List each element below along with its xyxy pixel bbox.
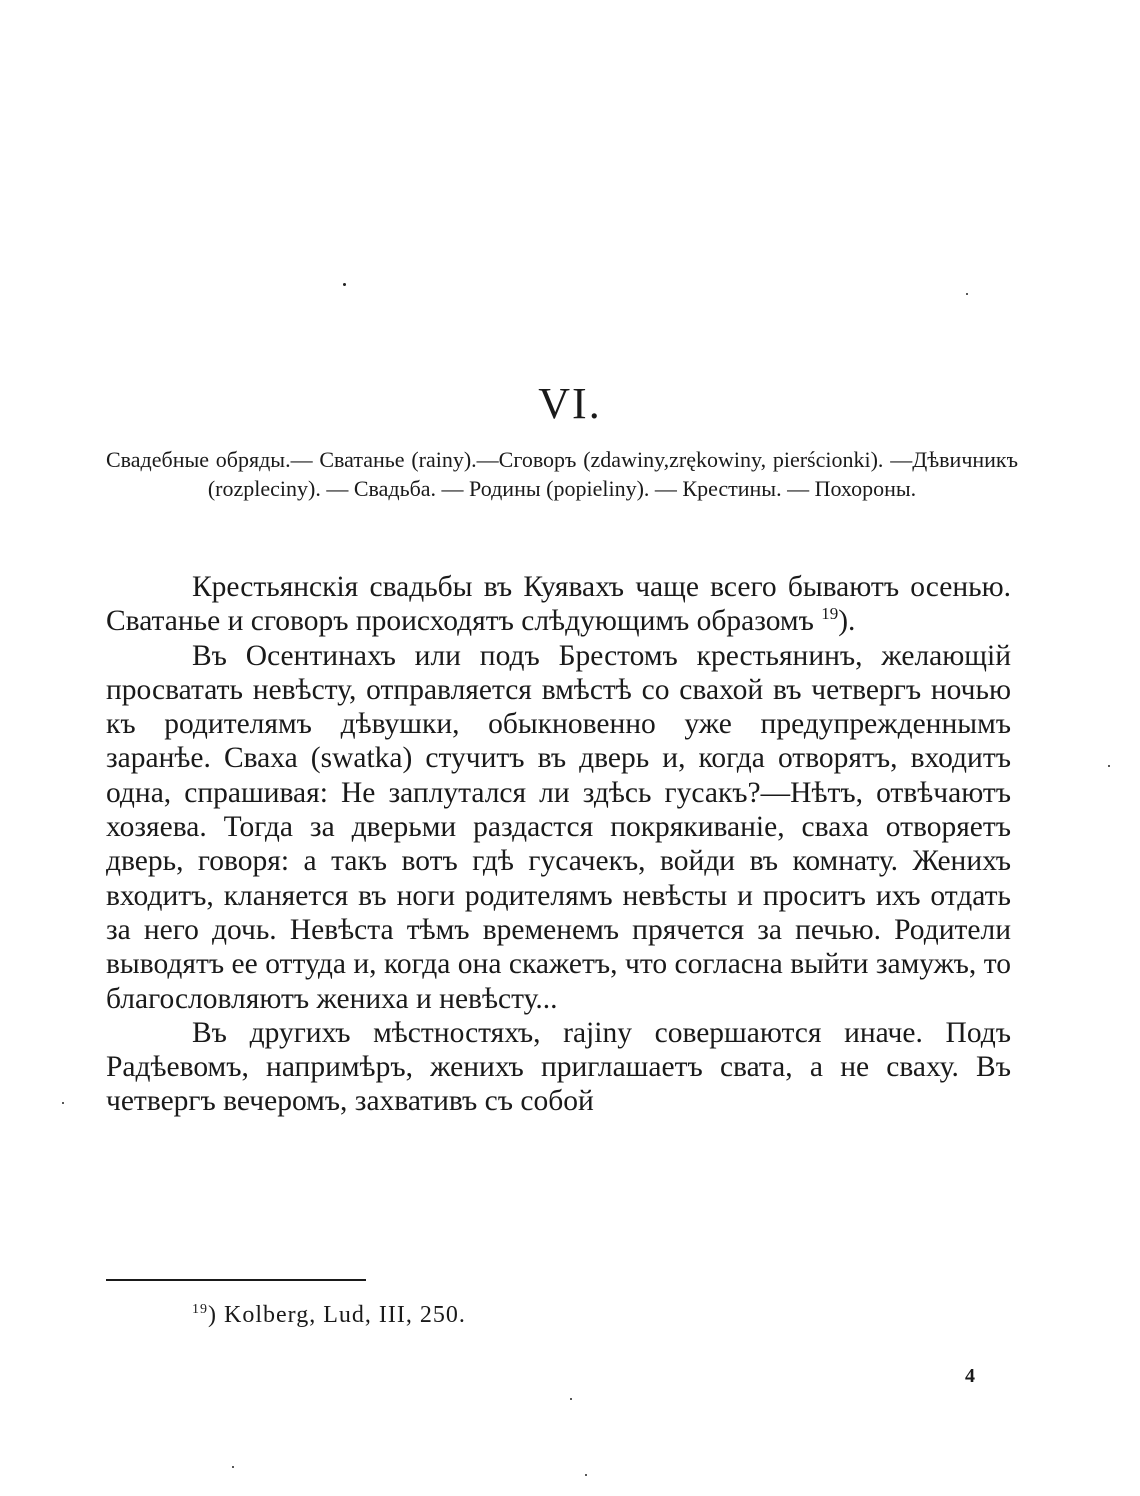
paragraph-text: Крестьянскія свадьбы въ Куявахъ чаще всего бываютъ осенью. Сватанье и сговоръ происходятъ слѣдующимъ образомъ [106, 571, 1011, 638]
footnote-marker: 19 [192, 1302, 208, 1317]
footnote [192, 1300, 466, 1330]
print-speck [62, 1102, 64, 1104]
print-speck [570, 1398, 572, 1400]
print-speck [1108, 765, 1110, 767]
chapter-number: VI. [538, 379, 602, 428]
print-speck [966, 293, 968, 295]
print-speck [343, 283, 346, 286]
paragraph [106, 570, 1011, 639]
chapter-summary: Свадебные обряды.— Сватанье (rainy).—Сговоръ (zdawiny,zrękowiny, pierścionki). —Дѣвичникъ (rozpleciny). — Свадьба. — Родины (popieliny). — Крестины. — Похороны. [106, 447, 1018, 501]
body-text [106, 570, 1011, 1119]
print-speck [585, 1474, 587, 1476]
footnote-text: ) Kolberg, Lud, III, 250. [208, 1302, 466, 1328]
print-speck [232, 1466, 234, 1468]
paragraph: Въ Осентинахъ или подъ Брестомъ крестьянинъ, желающій просватать невѣсту, отправляется вмѣстѣ со свахой въ четвергъ ночью къ родителямъ дѣвушки, обыкновенно уже предупрежденнымъ заранѣе. Сваха (swatka) стучитъ въ дверь и, когда отворятъ, входитъ одна, спрашивая: Не заплутался ли здѣсь гусакъ?—Нѣтъ, отвѣчаютъ хозяева. Тогда за дверьми раздастся покрякиваніе, сваха отворяетъ дверь, говоря: а такъ вотъ гдѣ гусачекъ, войди въ комнату. Женихъ входитъ, кланяется въ ноги родителямъ невѣсты и проситъ ихъ отдать за него дочь. Невѣста тѣмъ временемъ прячется за печью. Родители выводятъ ее оттуда и, когда она скажетъ, что согласна выйти замужъ, то благословляютъ жениха и невѣсту... [106, 639, 1011, 1015]
page-number: 4 [965, 1365, 975, 1387]
paragraph: Въ другихъ мѣстностяхъ, rajiny совершаются иначе. Подъ Радѣевомъ, напримѣръ, женихъ приглашаетъ свата, а не сваху. Въ четвергъ вечеромъ, захвативъ съ собой [106, 1016, 1011, 1118]
footnote-reference: 19 [821, 604, 839, 624]
paragraph-tail: ). [838, 605, 856, 638]
footnote-divider [106, 1279, 366, 1281]
